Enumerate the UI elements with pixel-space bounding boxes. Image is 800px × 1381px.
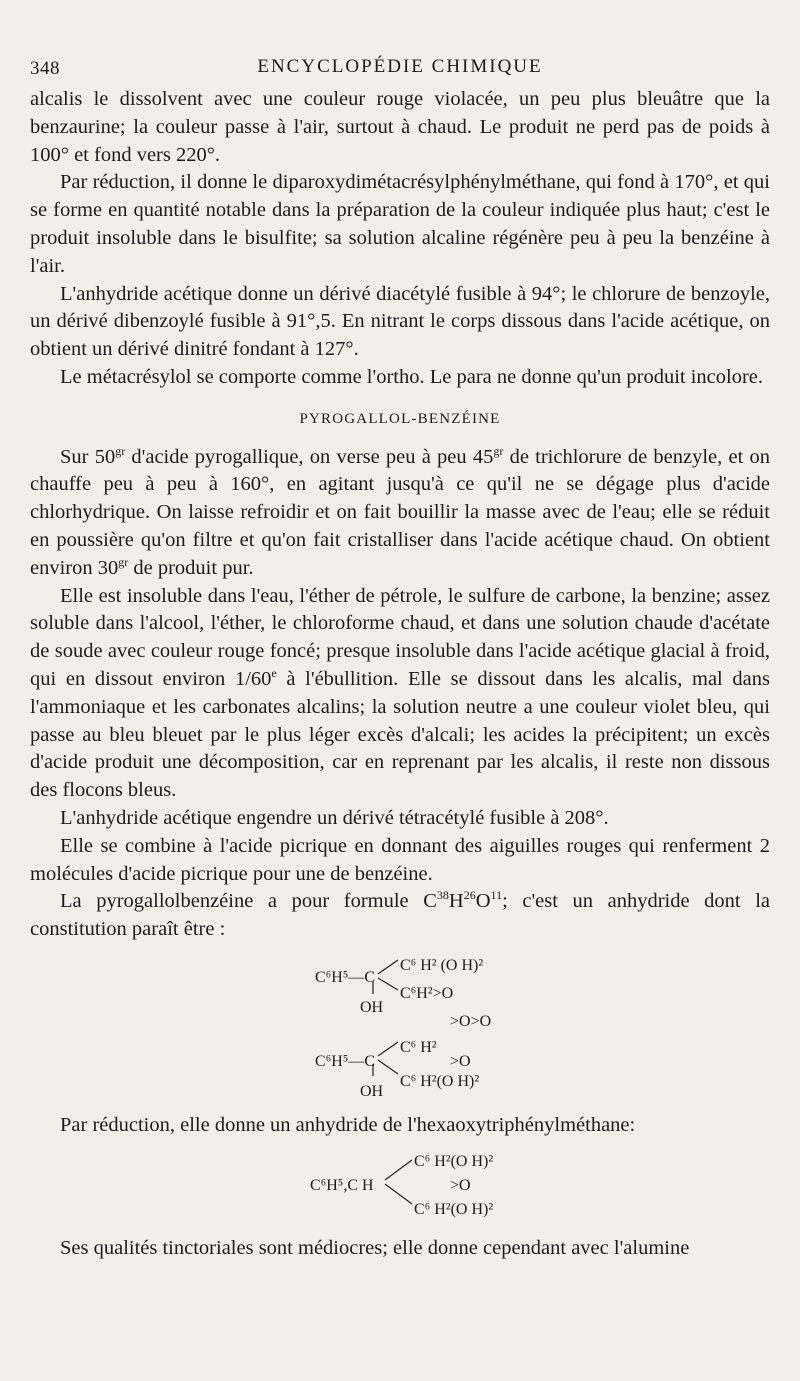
formula2-right-bottom: C⁶ H²(O H)² bbox=[414, 1200, 494, 1218]
paragraph-11: Ses qualités tinctoriales sont médiocres; elle donne cependant avec l'alumine bbox=[60, 1236, 690, 1259]
paragraph-1: alcalis le dissolvent avec une couleur rouge violacée, un peu plus bleuâtre que la benzaurine; la couleur passe à l'air, surtout à chaud. Le produit ne perd pas de poids à 100° et fond vers 220°. bbox=[30, 88, 770, 166]
body-text bbox=[30, 86, 770, 1263]
constitution-formula bbox=[30, 952, 770, 1102]
running-title: ENCYCLOPÉDIE CHIMIQUE bbox=[257, 56, 543, 77]
paragraph-10: Par réduction, elle donne un anhydride de l'hexaoxytriphénylméthane: bbox=[60, 1113, 636, 1136]
formula-lower-right-bottom: C⁶ H²(O H)² bbox=[400, 1072, 480, 1090]
formula-middle: >O>O bbox=[450, 1012, 492, 1030]
formula-upper-right-mid: C⁶H²>O bbox=[400, 984, 454, 1002]
formula-lower-mid: >O bbox=[450, 1052, 471, 1070]
paragraph-3: L'anhydride acétique donne un dérivé diacétylé fusible à 94°; le chlorure de benzoyle, un dérivé dibenzoylé fusible à 91°,5. En nitrant le corps dissous dans l'acide acétique, on obtient un dérivé dinitré fondant à 127°. bbox=[30, 282, 770, 361]
formula-lower-oh: OH bbox=[360, 1082, 384, 1100]
formula2-bonds bbox=[30, 1146, 770, 1221]
page-number: 348 bbox=[30, 58, 60, 79]
paragraph-4: Le métacrésylol se comporte comme l'ortho. Le para ne donne qu'un produit incolore. bbox=[60, 365, 764, 388]
paragraph-6: Elle est insoluble dans l'eau, l'éther de pétrole, le sulfure de carbone, la benzine; assez soluble dans l'alcool, l'éther, le chloroforme chaud, et dans une solution chaude d'acétate de soude avec couleur rouge foncé; presque insoluble dans l'acide acétique glacial à froid, qui en dissout environ 1/60e à l'ébullition. Elle se dissout dans les alcalis, mal dans l'ammoniaque et les carbonates alcalins; la solution neutre a une couleur violet bleu, qui passe au bleu bleuet par le plus léger excès d'alcali; les acides la précipitent; un excès d'acide produit une décomposition, car en reprenant par les alcalis, il reste non dissous des flocons bleus. bbox=[30, 584, 770, 802]
formula-lower-left: C⁶H⁵—C bbox=[315, 1052, 376, 1070]
section-title: PYROGALLOL-BENZÉINE bbox=[299, 410, 501, 427]
formula-upper-right-top: C⁶ H² (O H)² bbox=[400, 956, 484, 974]
formula-lower-right-top: C⁶ H² bbox=[400, 1038, 437, 1056]
paragraph-7: L'anhydride acétique engendre un dérivé tétracétylé fusible à 208°. bbox=[60, 806, 609, 829]
formula2-right-mid: >O bbox=[450, 1176, 471, 1194]
paragraph-8: Elle se combine à l'acide picrique en donnant des aiguilles rouges qui renferment 2 molécules d'acide picrique pour une de benzéine. bbox=[30, 834, 770, 885]
formula-upper-oh: OH bbox=[360, 998, 384, 1016]
paragraph-5: Sur $50^{gr}$ d'acide pyrogallique, on verse peu à peu $45^{gr}$ de trichlorure de benzyle, et on chauffe peu à peu à 160°, en agitant jusqu'à ce qu'il ne se dégage plus d'acide chlorhydrique. On laisse refroidir et on fait bouillir la masse avec de l'eau; elle se réduit en poussière qu'on filtre et qu'on fait cristalliser dans l'acide acétique chaud. On obtient environ $30^{gr}$ de produit pur. bbox=[30, 443, 770, 579]
formula2-right-top: C⁶ H²(O H)² bbox=[414, 1152, 494, 1170]
paragraph-9: La pyrogallolbenzéine a pour formule $C^{38}H^{26}O^{11}$; c'est un anhydride dont la constitution paraît être : bbox=[30, 888, 770, 941]
page-header bbox=[30, 50, 770, 80]
formula-upper-left: C⁶H⁵—C bbox=[315, 968, 376, 986]
paragraph-2: Par réduction, il donne le diparoxydimétacrésylphénylméthane, qui fond à 170°, et qui se forme en quantité notable dans la préparation de la couleur indiquée plus haut; c'est le produit insoluble dans le bisulfite; sa solution alcaline régénère peu à peu la benzéine à l'air. bbox=[30, 171, 770, 277]
reduction-formula bbox=[30, 1146, 770, 1221]
formula2-left: C⁶H⁵,C H bbox=[310, 1176, 374, 1194]
